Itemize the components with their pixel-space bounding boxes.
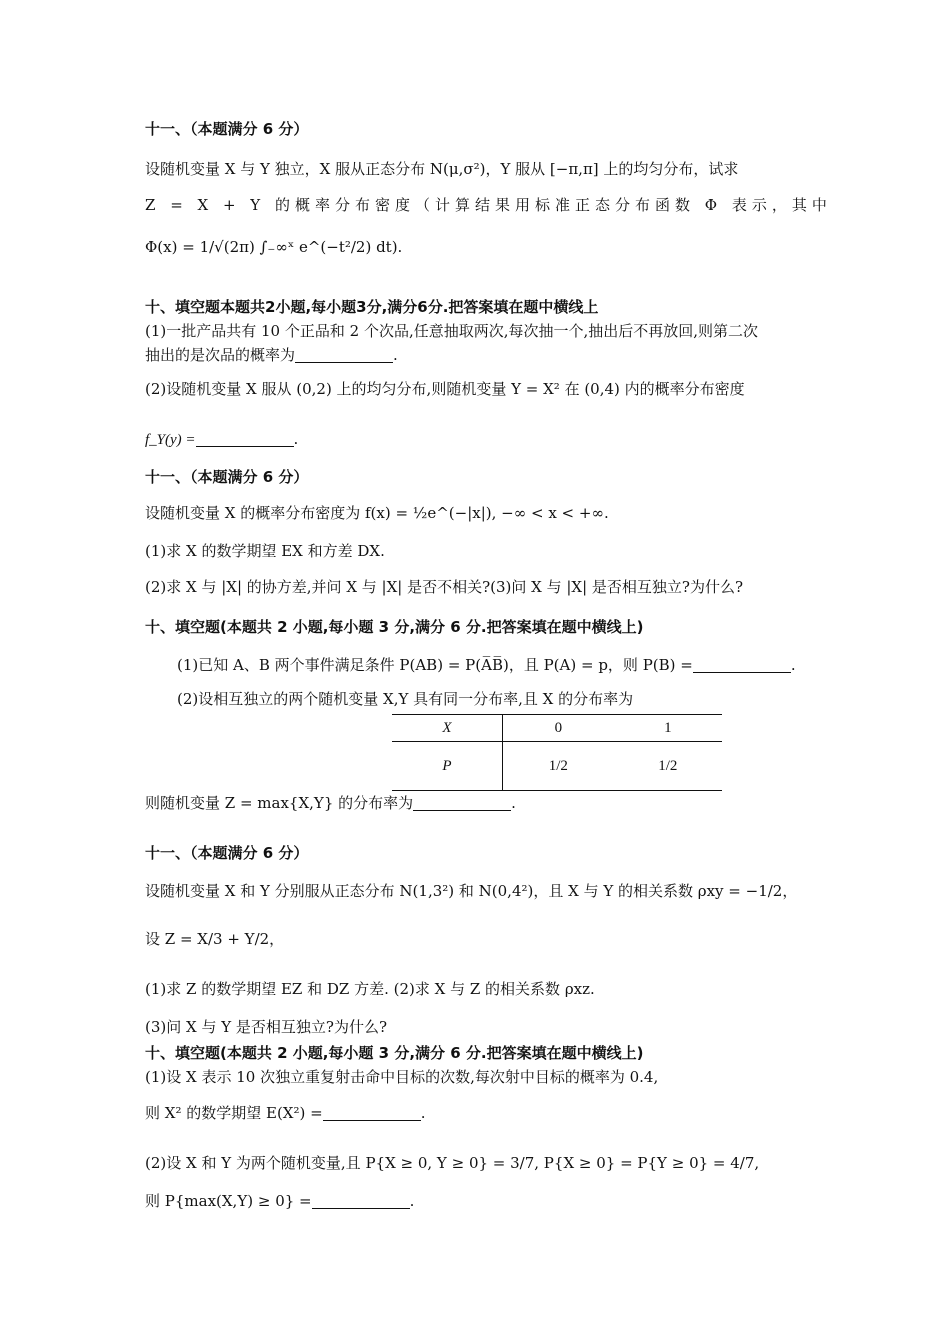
section-heading: 十、填空题(本题共 2 小题,每小题 3 分,满分 6 分.把答案填在题中横线上) — [145, 618, 644, 636]
section-heading: 十、填空题本题共2小题,每小题3分,满分6分.把答案填在题中横线上 — [145, 298, 599, 316]
question-text: 则 X² 的数学期望 E(X²) = — [145, 1104, 323, 1122]
question-text: 抽出的是次品的概率为 — [145, 346, 296, 364]
question-text: 抽出的是次品的概率为 . — [145, 346, 398, 364]
table-row-label: P — [392, 742, 503, 791]
question-text: (2)设相互独立的两个随机变量 X,Y 具有同一分布率,且 X 的分布率为 — [177, 690, 634, 708]
table-cell: 1/2 — [548, 757, 568, 774]
answer-blank — [295, 346, 393, 363]
question-text: (1)求 Z 的数学期望 EZ 和 DZ 方差. (2)求 X 与 Z 的相关系数 ρxz. — [145, 980, 595, 998]
problem-text: 设随机变量 X 与 Y 独立，X 服从正态分布 N(μ,σ²)，Y 服从 [−π,π] 上的均匀分布，试求 — [145, 160, 739, 178]
problem-text: 设随机变量 X 和 Y 分别服从正态分布 N(1,3²) 和 N(0,4²)，且 X 与 Y 的相关系数 ρxy = −1/2， — [145, 882, 798, 900]
question-text: 则 X² 的数学期望 E(X²) = . — [145, 1104, 426, 1122]
table-cell: 0 — [503, 715, 614, 742]
question-text: (1)已知 A、B 两个事件满足条件 P(AB) = P(A̅B̅)，且 P(A) = p，则 P(B) = — [177, 656, 693, 674]
table-cell: 1 — [614, 715, 722, 742]
table-cell: 1/2 — [658, 757, 678, 774]
section-heading: 十一、（本题满分 6 分） — [145, 468, 309, 486]
question-text: 则随机变量 Z = max{X,Y} 的分布率为 — [145, 794, 414, 812]
table-row-label: X — [392, 715, 503, 742]
problem-text: 设 Z = X/3 + Y/2， — [145, 930, 285, 948]
question-text: (1)一批产品共有 10 个正品和 2 个次品,任意抽取两次,每次抽一个,抽出后不再放回,则第二次 — [145, 322, 759, 340]
question-text: 则 P{max(X,Y) ≥ 0} = — [145, 1192, 312, 1210]
section-heading: 十一、（本题满分 6 分） — [145, 844, 309, 862]
answer-blank — [312, 1192, 410, 1209]
distribution-table — [392, 714, 722, 791]
question-text: 则随机变量 Z = max{X,Y} 的分布率为 . — [145, 794, 516, 812]
question-text: (1)设 X 表示 10 次独立重复射击命中目标的次数,每次射中目标的概率为 0.4, — [145, 1068, 659, 1086]
question-text: 则 P{max(X,Y) ≥ 0} = . — [145, 1192, 415, 1210]
problem-text: 设随机变量 X 的概率分布密度为 f(x) = ½e^(−|x|), −∞ < x < +∞. — [145, 504, 609, 522]
question-text: (2)求 X 与 |X| 的协方差,并问 X 与 |X| 是否不相关?(3)问 X 与 |X| 是否相互独立?为什么? — [145, 578, 744, 596]
question-text: (1)已知 A、B 两个事件满足条件 P(AB) = P(A̅B̅)，且 P(A) = p，则 P(B) = . — [177, 656, 796, 674]
answer-blank — [323, 1104, 421, 1121]
question-text: f_Y(y) = . — [145, 430, 299, 448]
formula: f_Y(y) = — [145, 432, 196, 448]
section-heading: 十一、（本题满分 6 分） — [145, 120, 309, 138]
section-heading: 十、填空题(本题共 2 小题,每小题 3 分,满分 6 分.把答案填在题中横线上) — [145, 1044, 644, 1062]
question-text: (2)设 X 和 Y 为两个随机变量,且 P{X ≥ 0, Y ≥ 0} = 3/7, P{X ≥ 0} = P{Y ≥ 0} = 4/7, — [145, 1154, 760, 1172]
question-text: (1)求 X 的数学期望 EX 和方差 DX. — [145, 542, 385, 560]
answer-blank — [693, 656, 791, 673]
answer-blank — [196, 430, 294, 447]
question-text: (2)设随机变量 X 服从 (0,2) 上的均匀分布,则随机变量 Y = X² 在 (0,4) 内的概率分布密度 — [145, 380, 745, 398]
answer-blank — [413, 794, 511, 811]
formula: Φ(x) = 1/√(2π) ∫₋∞ˣ e^(−t²/2) dt). — [145, 238, 403, 256]
problem-text: Z = X + Y 的概率分布密度（计算结果用标准正态分布函数 Φ 表示，其中 — [145, 196, 832, 214]
question-text: (3)问 X 与 Y 是否相互独立?为什么? — [145, 1018, 387, 1036]
